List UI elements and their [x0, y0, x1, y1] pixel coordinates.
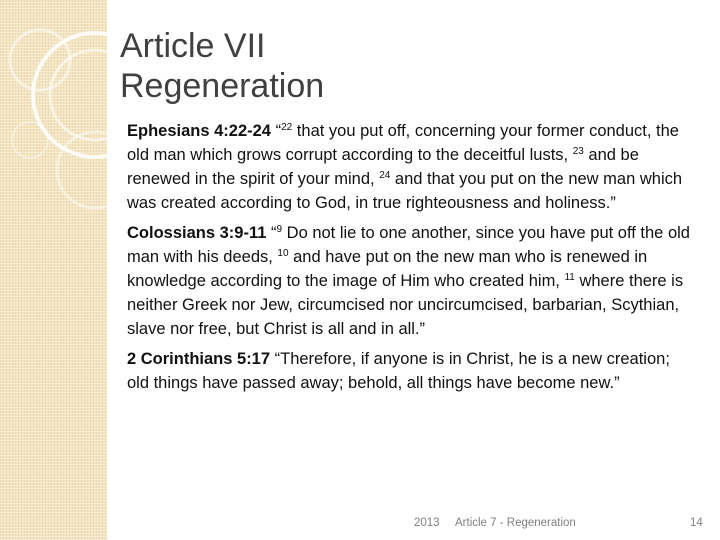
slide-title	[120, 26, 680, 106]
verse-text: “	[266, 224, 277, 242]
verse-text: that you put off, concerning your former conduct, the old man which grows corrupt according to the deceitful lusts,	[127, 122, 679, 164]
scripture-reference: Ephesians 4:22-24	[127, 122, 271, 140]
scripture-reference: Colossians 3:9-11	[127, 224, 267, 242]
scripture-paragraph-colossians	[127, 221, 695, 341]
footer-year: 2013	[414, 517, 440, 529]
verse-number: 10	[277, 248, 289, 259]
verse-number: 22	[281, 122, 293, 133]
scripture-paragraph-ephesians	[127, 119, 695, 215]
verse-text: “Therefore, if anyone is in Christ, he is a new creation; old things have passed away; behold, all things have become new.”	[127, 350, 670, 392]
verse-text: and be renewed in the spirit of your mind,	[127, 146, 639, 188]
verse-text: where there is neither Greek nor Jew, circumcised nor uncircumcised, barbarian, Scythian, slave nor free, but Christ is all and in all.”	[127, 272, 684, 338]
verse-text: “	[271, 122, 282, 140]
verse-number: 23	[572, 146, 584, 157]
verse-number: 11	[564, 272, 575, 283]
verse-text: and that you put on the new man which was created according to God, in true righteousness and holiness.”	[127, 170, 683, 212]
footer-title: Article 7 - Regeneration	[455, 517, 576, 529]
title-line-1: Article VII	[120, 27, 266, 65]
decorative-circles-graphic	[0, 0, 107, 540]
verse-number: 9	[276, 224, 283, 235]
scripture-content	[127, 119, 695, 401]
scripture-paragraph-corinthians	[127, 347, 695, 395]
title-line-2: Regeneration	[120, 67, 325, 105]
verse-text: Do not lie to one another, since you have put off the old man with his deeds,	[127, 224, 690, 266]
decorative-side-band	[0, 0, 107, 540]
verse-text: and have put on the new man who is renewed in knowledge according to the image of Him who created him,	[127, 248, 648, 290]
slide-number: 14	[690, 517, 703, 529]
verse-number: 24	[379, 170, 391, 181]
scripture-reference: 2 Corinthians 5:17	[127, 350, 271, 368]
